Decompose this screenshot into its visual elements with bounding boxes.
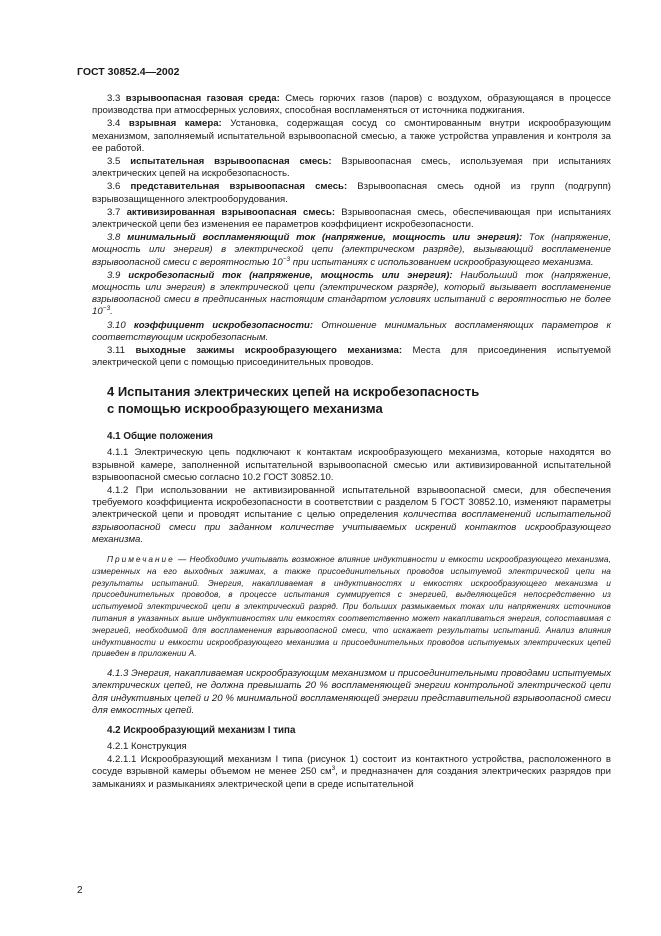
note-label: Примечание <box>107 554 175 565</box>
paragraph-4-2-1-1 <box>92 754 611 791</box>
document-body <box>92 93 611 791</box>
definition-3-11 <box>92 345 611 369</box>
paragraph-text-italic: количества воспламенений испытательной взрывоопасной смеси при заданном количестве учитываемых искрений контактов искрообразующего механизма. <box>92 509 611 545</box>
page-number: 2 <box>77 885 83 896</box>
definition-3-6 <box>92 181 611 205</box>
section-title-line-1: 4 Испытания электрических цепей на искробезопасность <box>107 384 480 400</box>
definition-text: Отношение минимальных воспламеняющих параметров к соответствующим искробезопасным. <box>92 319 611 343</box>
definition-text: Взрывоопасная смесь, используемая при испытаниях электрических цепей на искробезопасность. <box>92 156 611 180</box>
clause-number: 3.6 <box>107 181 121 193</box>
definition-3-10 <box>92 320 611 344</box>
document-header: ГОСТ 30852.4—2002 <box>77 66 180 78</box>
paragraph-4-1-2 <box>92 485 611 546</box>
clause-number: 3.8 <box>107 232 121 244</box>
definition-text: Наибольший ток (напряжение, мощность или энергия) в электрической цепи (электрическом разряде), который вызывает воспламенение взрывоопасной смеси в предписанных настоящим стандартом условиях испытаний с вероятностью не более 10 <box>92 269 611 318</box>
section-title-line-2: с помощью искрообразующего механизма <box>107 401 383 417</box>
definition-3-8 <box>92 232 611 269</box>
paragraph-4-2-1: 4.2.1 Конструкция <box>107 741 187 753</box>
note-text: — Необходимо учитывать возможное влияние индуктивности и емкости искрообразующего механизма, измеренных на его выходных зажимах, а также присоединительных проводов испытуемой электрической цепи на результаты испытаний. Энергия, накапливаемая в индуктивностях и емкостях искрообразующего механизма и присоединительных проводов, в процессе испытания суммируется с энергией, выделяющейся непосредственно из испытуемой электрической цепи в электрический разряд. При больших размыкаемых токах или напряжениях источников питания в указанных выше индуктивностях или емкостях соответственно может накапливаться энергия, сопоставимая с энергией, необходимой для воспламенения взрывоопасной смеси, что искажает результаты испытаний. Анализ влияния индуктивности и емкости искрообразующего механизма и присоединительных проводов испытуемых электрических цепей приведен в приложении А. <box>92 554 611 659</box>
clause-number: 3.10 <box>107 319 126 331</box>
term: коэффициент искробезопасности: <box>133 319 314 331</box>
definition-text: Взрывоопасная смесь одной из групп (подгрупп) взрывозащищенного электрооборудования. <box>92 181 611 205</box>
definition-3-9 <box>92 270 611 319</box>
definition-text: Смесь горючих газов (паров) с воздухом, образующаяся в процессе производства при атмосферных условиях, способная воспламеняться от источника поджигания. <box>92 93 612 117</box>
exponent: −3 <box>102 305 111 313</box>
term: представительная взрывоопасная смесь: <box>130 181 348 193</box>
definition-text: Ток (напряжение, мощность или энергия) в электрической цепи (электрическом разряде), вызывающий воспламенение взрывоопасной смеси с вероятностью 10 <box>92 232 611 268</box>
paragraph-text: 4.1.2 При использовании не активизированной испытательной взрывоопасной смеси, для обеспечения требуемого коэффициента искробезопасности в соответствии с разделом 5 ГОСТ 30852.10, изменяют параметры электрической цепи и проводят испытание с целью определения <box>92 485 611 521</box>
term: минимальный воспламеняющий ток (напряжение, мощность или энергия): <box>127 232 523 244</box>
clause-number: 3.5 <box>107 156 121 168</box>
paragraph-text: 4.2.1.1 Искрообразующий механизм I типа (рисунок 1) состоит из контактного устройства, расположенного в сосуде взрывной камеры объемом не менее 250 см <box>92 754 611 778</box>
clause-number: 3.4 <box>107 118 121 130</box>
definition-text-end: . <box>110 306 113 318</box>
term: искробезопасный ток (напряжение, мощность или энергия): <box>128 269 453 281</box>
paragraph-4-1-1: 4.1.1 Электрическую цепь подключают к контактам искрообразующего механизма, которые находятся во взрывной камере, заполненной испытательной взрывоопасной смесью или активизированной испытательной взрывоопасной смесью согласно 10.2 ГОСТ 30852.10. <box>92 447 611 483</box>
section-4-heading <box>92 383 611 417</box>
exponent: −3 <box>282 255 291 263</box>
term: выходные зажимы искрообразующего механизма: <box>135 345 403 357</box>
term: активизированная взрывоопасная смесь: <box>126 206 336 218</box>
definition-3-7 <box>92 207 611 231</box>
exponent: 3 <box>331 765 336 773</box>
definition-text: Взрывоопасная смесь, обеспечивающая при испытаниях электрической цепи без изменения ее параметров коэффициент искробезопасности. <box>92 206 612 231</box>
paragraph-4-1-3: 4.1.3 Энергия, накапливаемая искрообразующим механизмом и присоединительными проводами испытуемых электрических цепей, не должна превышать 20 % воспламеняющей энергии контрольной электрической цепи для индуктивных цепей и 20 % минимальной воспламеняющей энергии представительной взрывоопасной смеси для емкостных цепей. <box>92 668 611 716</box>
paragraph-text-end: , и предназначен для создания электрических разрядов при замыканиях и размыканиях электрической цепи в среде испытательной <box>92 766 611 790</box>
definition-text-end: при испытаниях с использованием искрообразующего механизма. <box>290 256 594 268</box>
subsection-4-2-heading: 4.2 Искрообразующий механизм I типа <box>107 725 296 737</box>
clause-number: 3.3 <box>107 93 121 104</box>
definition-3-4 <box>92 118 611 155</box>
note-paragraph <box>92 554 611 660</box>
definition-3-5 <box>92 156 611 180</box>
clause-number: 3.9 <box>107 269 121 281</box>
term: взрывоопасная газовая среда: <box>125 93 280 104</box>
clause-number: 3.7 <box>107 206 121 218</box>
subsection-4-1-heading: 4.1 Общие положения <box>107 431 214 443</box>
term: взрывная камера: <box>128 118 222 130</box>
clause-number: 3.11 <box>107 345 125 357</box>
term: испытательная взрывоопасная смесь: <box>130 156 332 168</box>
definition-text: Места для присоединения испытуемой электрической цепи с помощью присоединительных проводов. <box>92 345 612 369</box>
definition-3-3 <box>92 93 611 117</box>
definition-text: Установка, содержащая сосуд со смонтированным внутри искрообразующим механизмом, заполняемый испытательной взрывоопасной смесью, а также устройства управления и контроля за ее работой. <box>92 118 611 154</box>
